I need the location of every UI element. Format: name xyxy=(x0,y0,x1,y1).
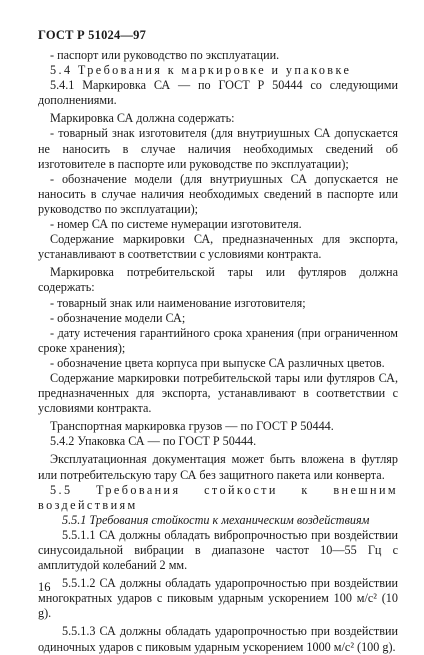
paragraph-5-5-1-2: 5.5.1.2 СА должны обладать ударопрочностью при воздействии многократных ударов с пиковым ударным ускорением 100 м/с² (10 g). xyxy=(38,576,398,621)
list-item-manufacturer: - товарный знак или наименование изготовителя; xyxy=(50,295,306,310)
paragraph-passport: - паспорт или руководство по эксплуатации. xyxy=(50,48,280,62)
paragraph-export-packaging: Содержание маркировки потребительской тары или футляров СА, предназначенных для экспорта, устанавливают в соответствии с условиями контракта. xyxy=(38,370,398,416)
subsection-heading-5-5-1: 5.5.1 Требования стойкости к механическим воздействиям xyxy=(62,512,370,527)
paragraph-transport-marking: Транспортная маркировка грузов — по ГОСТ Р 50444. xyxy=(50,419,334,434)
list-item-color: - обозначение цвета корпуса при выпуске СА различных цветов. xyxy=(50,355,385,370)
document-header: ГОСТ Р 51024—97 xyxy=(38,28,147,42)
list-item-model-designation: - обозначение модели СА; xyxy=(50,310,186,325)
paragraph-5-5-1-1: 5.5.1.1 СА должны обладать вибропрочностью при воздействии синусоидальной вибрации в диапазоне частот 10—55 Гц с амплитудой колебаний 2 мм. xyxy=(38,527,398,573)
section-heading-5-5: 5.5 Требования стойкости к внешним воздействиям xyxy=(38,482,398,512)
paragraph-5-5-1-3: 5.5.1.3 СА должны обладать ударопрочностью при воздействии одиночных ударов с пиковым ударным ускорением 1000 м/с² (100 g). xyxy=(38,624,398,654)
list-item-expiry-date: - дату истечения гарантийного срока хранения (при ограниченном сроке хранения); xyxy=(38,325,398,355)
paragraph-packaging-marking: Маркировка потребительской тары или футляров должна содержать: xyxy=(38,265,398,295)
paragraph-marking-contents: Маркировка СА должна содержать: xyxy=(50,111,235,126)
list-item-trademark: - товарный знак изготовителя (для внутриушных СА допускается не наносить в случае наличия необходимых сведений об изготовителе в паспорте или руководстве по эксплуатации); xyxy=(38,126,398,171)
page-number: 16 xyxy=(38,580,51,594)
list-item-model: - обозначение модели (для внутриушных СА допускается не наносить в случае наличия необходимых сведений в паспорте или руководство по эксплуатации); xyxy=(38,171,398,216)
list-item-serial-number: - номер СА по системе нумерации изготовителя. xyxy=(50,217,302,232)
section-heading-5-4: 5.4 Требования к маркировке и упаковке xyxy=(50,63,352,78)
document-body xyxy=(38,48,398,655)
paragraph-5-4-1: 5.4.1 Маркировка СА — по ГОСТ Р 50444 со следующими дополнениями. xyxy=(38,78,398,108)
paragraph-export-marking: Содержание маркировки СА, предназначенных для экспорта, устанавливают в соответствии с условиями контракта. xyxy=(38,232,398,262)
paragraph-documentation: Эксплуатационная документация может быть вложена в футляр или потребительскую тару СА без защитного пакета или конверта. xyxy=(38,452,398,482)
paragraph-5-4-2: 5.4.2 Упаковка СА — по ГОСТ Р 50444. xyxy=(50,434,257,449)
